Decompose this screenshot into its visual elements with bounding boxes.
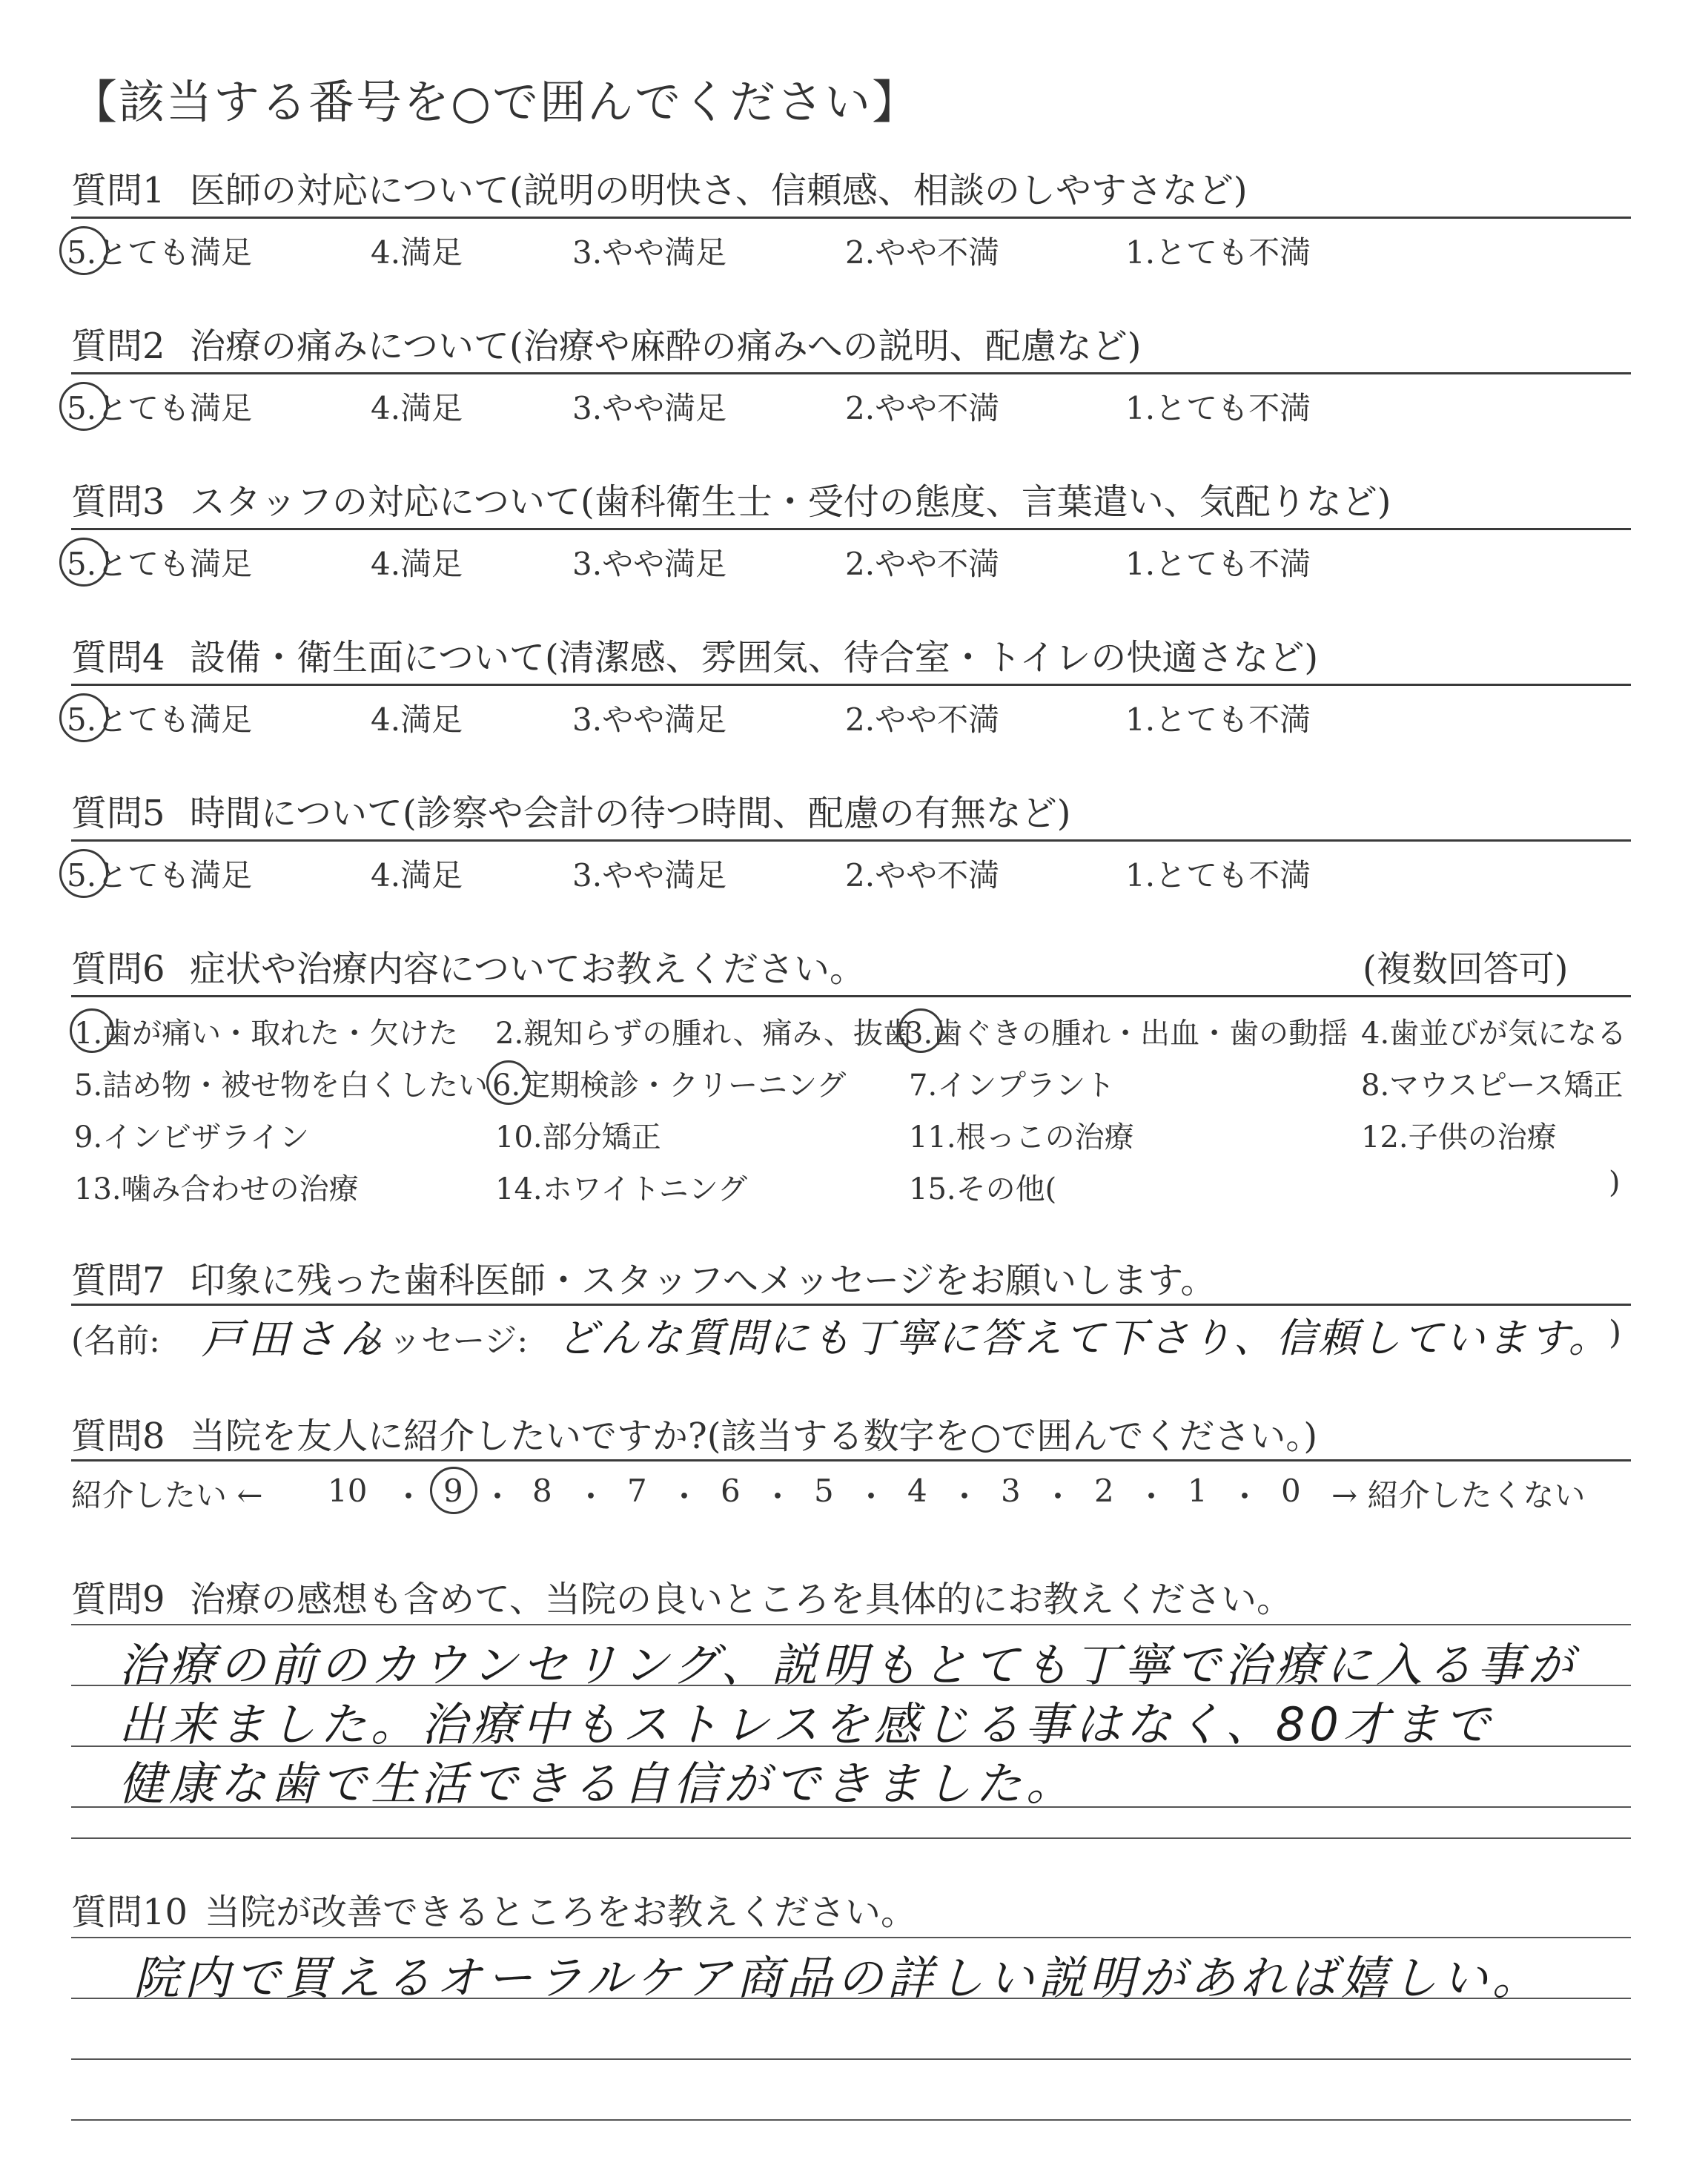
question-9-title — [71, 1571, 1292, 1622]
question-6-title — [71, 940, 865, 991]
scale-2[interactable]: 2 — [1094, 1473, 1114, 1509]
question-3-text: スタッフの対応について(歯科衛生士・受付の態度、言葉遣い、気配りなど) — [190, 481, 1391, 523]
question-7-number: 質問7 — [71, 1260, 165, 1301]
question-4-rule — [71, 684, 1631, 686]
symptom-option-15[interactable]: 15.その他( — [909, 1172, 1057, 1206]
symptom-option-8[interactable]: 8.マウスピース矯正 — [1361, 1069, 1623, 1103]
answer-line — [71, 2119, 1631, 2121]
q4-option-4[interactable]: 4.満足 — [371, 701, 463, 738]
symptom-option-1[interactable]: 1.歯が痛い・取れた・欠けた — [74, 1017, 459, 1051]
scale-separator: ・ — [1042, 1479, 1074, 1515]
symptom-option-9[interactable]: 9.インビザライン — [74, 1120, 309, 1155]
q5-option-3[interactable]: 3.やや満足 — [572, 857, 727, 894]
question-8-number: 質問8 — [71, 1416, 165, 1457]
symptom-option-6[interactable]: 6.定期検診・クリーニング — [492, 1069, 847, 1103]
answer-line — [71, 1837, 1631, 1839]
symptom-option-3[interactable]: 3.歯ぐきの腫れ・出血・歯の動揺 — [904, 1017, 1348, 1051]
question-6-number: 質問6 — [71, 948, 165, 990]
scale-separator: ・ — [393, 1479, 425, 1515]
question-8-rule — [71, 1459, 1631, 1462]
form-heading: 【該当する番号を○で囲んでください】 — [71, 75, 920, 129]
symptom-option-5[interactable]: 5.詰め物・被せ物を白くしたい — [74, 1069, 489, 1103]
scale-7[interactable]: 7 — [627, 1473, 647, 1509]
q4-option-1[interactable]: 1.とても不満 — [1125, 701, 1311, 738]
other-close-paren: ) — [1609, 1166, 1621, 1200]
question-10-text: 当院が改善できるところをお教えください。 — [205, 1892, 917, 1933]
question-7-text: 印象に残った歯科医師・スタッフへメッセージをお願いします。 — [190, 1260, 1217, 1301]
message-handwritten[interactable]: どんな質問にも丁寧に答えて下さり、信頼しています。 — [557, 1315, 1611, 1361]
name-label: (名前: — [71, 1322, 160, 1360]
answer-line — [71, 1937, 1631, 1938]
symptom-option-13[interactable]: 13.噛み合わせの治療 — [74, 1172, 359, 1206]
question-1-text: 医師の対応について(説明の明快さ、信頼感、相談のしやすさなど) — [190, 170, 1248, 211]
q2-option-4[interactable]: 4.満足 — [371, 390, 463, 426]
symptom-option-2[interactable]: 2.親知らずの腫れ、痛み、抜歯 — [495, 1017, 913, 1051]
recommend-left-label: 紹介したい ← — [71, 1477, 263, 1513]
answer-line — [71, 1624, 1631, 1625]
scale-separator: ・ — [669, 1479, 701, 1515]
question-5-rule — [71, 839, 1631, 842]
multiple-answer-note: (複数回答可) — [1363, 948, 1569, 990]
scale-0[interactable]: 0 — [1281, 1473, 1301, 1509]
q4-option-5[interactable]: 5.とても満足 — [67, 701, 253, 738]
q5-option-4[interactable]: 4.満足 — [371, 857, 463, 894]
symptom-option-7[interactable]: 7.インプラント — [909, 1069, 1116, 1103]
question-5-number: 質問5 — [71, 793, 165, 834]
q9-answer-line-2[interactable]: 出来ました。治療中もストレスを感じる事はなく、80才まで — [119, 1697, 1494, 1751]
q5-option-5[interactable]: 5.とても満足 — [67, 857, 253, 894]
symptom-option-11[interactable]: 11.根っこの治療 — [909, 1120, 1134, 1155]
scale-10[interactable]: 10 — [328, 1473, 368, 1509]
scale-1[interactable]: 1 — [1188, 1473, 1208, 1509]
q3-option-2[interactable]: 2.やや不満 — [845, 546, 1000, 582]
answer-line — [71, 2058, 1631, 2060]
question-9-number: 質問9 — [71, 1579, 165, 1620]
scale-separator: ・ — [762, 1479, 794, 1515]
scale-9[interactable]: 9 — [443, 1473, 463, 1509]
q3-option-4[interactable]: 4.満足 — [371, 546, 463, 582]
q10-answer-line-1[interactable]: 院内で買えるオーラルケア商品の詳しい説明があれば嬉しい。 — [133, 1951, 1543, 2005]
q5-option-2[interactable]: 2.やや不満 — [845, 857, 1000, 894]
question-3-rule — [71, 528, 1631, 530]
question-7-rule — [71, 1304, 1631, 1306]
scale-separator: ・ — [1229, 1479, 1261, 1515]
q2-option-2[interactable]: 2.やや不満 — [845, 390, 1000, 426]
question-9-text: 治療の感想も含めて、当院の良いところを具体的にお教えください。 — [190, 1579, 1293, 1620]
question-7-title — [71, 1252, 1216, 1303]
scale-separator: ・ — [855, 1479, 887, 1515]
question-4-text: 設備・衛生面について(清潔感、雰囲気、待合室・トイレの快適さなど) — [190, 637, 1319, 678]
question-3-number: 質問3 — [71, 481, 165, 523]
message-label: メッセージ: — [356, 1322, 529, 1360]
scale-8[interactable]: 8 — [532, 1473, 552, 1509]
scale-3[interactable]: 3 — [1001, 1473, 1021, 1509]
q2-option-3[interactable]: 3.やや満足 — [572, 390, 727, 426]
scale-separator: ・ — [949, 1479, 981, 1515]
q2-option-5[interactable]: 5.とても満足 — [67, 390, 253, 426]
scale-separator: ・ — [1136, 1479, 1168, 1515]
question-2-title — [71, 317, 1142, 369]
symptom-option-4[interactable]: 4.歯並びが気になる — [1361, 1017, 1627, 1051]
symptom-option-12[interactable]: 12.子供の治療 — [1361, 1120, 1557, 1155]
q1-option-4[interactable]: 4.満足 — [371, 234, 463, 271]
q9-answer-line-1[interactable]: 治療の前のカウンセリング、説明もとても丁寧で治療に入る事が — [119, 1638, 1578, 1692]
q1-option-1[interactable]: 1.とても不満 — [1125, 234, 1311, 271]
q4-option-3[interactable]: 3.やや満足 — [572, 701, 727, 738]
question-2-rule — [71, 372, 1631, 374]
scale-separator: ・ — [575, 1479, 607, 1515]
question-5-title — [71, 785, 1071, 836]
question-1-number: 質問1 — [71, 170, 165, 211]
question-8-title — [71, 1407, 1317, 1459]
question-4-number: 質問4 — [71, 637, 165, 678]
question-4-title — [71, 629, 1318, 680]
symptom-option-14[interactable]: 14.ホワイトニング — [495, 1172, 748, 1206]
question-10-number: 質問10 — [71, 1892, 188, 1933]
question-3-title — [71, 473, 1391, 524]
question-10-title — [71, 1883, 916, 1935]
q9-answer-line-3[interactable]: 健康な歯で生活できる自信ができました。 — [119, 1757, 1077, 1811]
question-8-text: 当院を友人に紹介したいですか?(該当する数字を○で囲んでください。) — [190, 1416, 1318, 1457]
symptom-option-10[interactable]: 10.部分矯正 — [495, 1120, 661, 1155]
question-6-rule — [71, 995, 1631, 997]
q1-option-2[interactable]: 2.やや不満 — [845, 234, 1000, 271]
q1-option-3[interactable]: 3.やや満足 — [572, 234, 727, 271]
scale-separator: ・ — [482, 1479, 514, 1515]
scale-4[interactable]: 4 — [907, 1473, 927, 1509]
question-2-number: 質問2 — [71, 326, 165, 367]
question-5-text: 時間について(診察や会計の待つ時間、配慮の有無など) — [190, 793, 1071, 834]
q1-option-5[interactable]: 5.とても満足 — [67, 234, 253, 271]
q3-option-3[interactable]: 3.やや満足 — [572, 546, 727, 582]
scale-6[interactable]: 6 — [721, 1473, 741, 1509]
recommend-right-label: → 紹介したくない — [1331, 1477, 1586, 1513]
name-handwritten[interactable]: 戸田さん — [202, 1315, 385, 1364]
question-1-rule — [71, 217, 1631, 219]
q5-option-1[interactable]: 1.とても不満 — [1125, 857, 1311, 894]
q3-option-5[interactable]: 5.とても満足 — [67, 546, 253, 582]
question-2-text: 治療の痛みについて(治療や麻酔の痛みへの説明、配慮など) — [190, 326, 1142, 367]
q2-option-1[interactable]: 1.とても不満 — [1125, 390, 1311, 426]
q3-option-1[interactable]: 1.とても不満 — [1125, 546, 1311, 582]
message-close-paren: ) — [1609, 1314, 1622, 1352]
q4-option-2[interactable]: 2.やや不満 — [845, 701, 1000, 738]
scale-5[interactable]: 5 — [814, 1473, 834, 1509]
question-1-title — [71, 162, 1248, 213]
question-6-text: 症状や治療内容についてお教えください。 — [190, 948, 866, 990]
